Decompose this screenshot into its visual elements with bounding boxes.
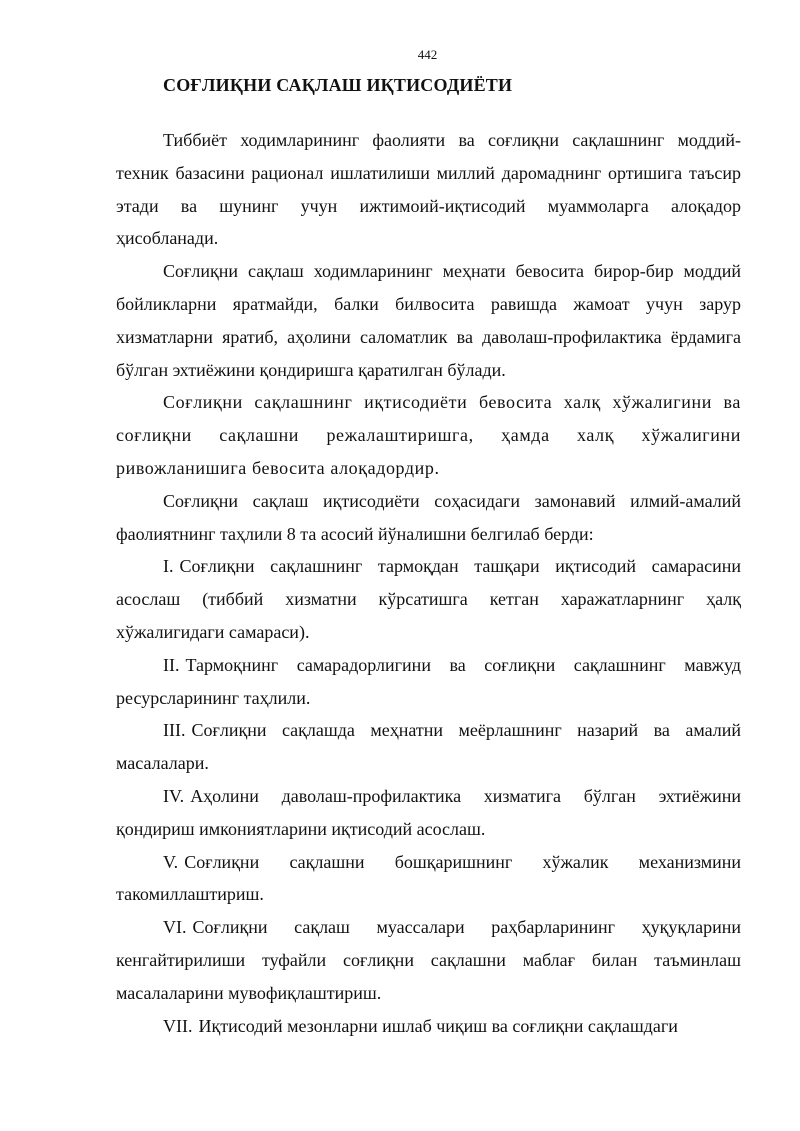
list-item-number: II. [163, 654, 180, 675]
list-item-text: Соғлиқни сақлашда меҳнатни меёрлашнинг назарий ва амалий масалалари. [116, 720, 741, 774]
paragraph: Тиббиёт ходимларининг фаолияти ва соғлиқни сақлашнинг моддий-техник базасини рационал ишлатилиши миллий даромаднинг ортишига таъсир этади ва шунинг учун ижтимоий-иқтисодий муаммоларга алоқадор ҳисобланади. [116, 130, 741, 249]
list-item-number: I. [163, 556, 174, 577]
paragraph: Соғлиқни сақлаш ходимларининг меҳнати бевосита бирор-бир моддий бойликларни яратмайди, балки билвосита равишда жамоат учун зарур хизматларни яратиб, аҳолини саломатлик ва даволаш-профилактика ёрдамига бўлган эхтиёжини қондиришга қаратилган бўлади. [116, 261, 741, 380]
list-item-text: Тармоқнинг самарадорлигини ва соғлиқни сақлашнинг мавжуд ресурсларининг таҳлили. [116, 654, 741, 708]
list-item [116, 649, 741, 715]
page-title: СОҒЛИҚНИ САҚЛАШ ИҚТИСОДИЁТИ [163, 75, 513, 95]
list-item-text: Иқтисодий мезонларни ишлаб чиқиш ва соғлиқни сақлашдаги [198, 1015, 678, 1036]
list-item [116, 846, 741, 912]
list-item-number: VI. [163, 917, 187, 938]
paragraph: Соғлиқни сақлаш иқтисодиёти соҳасидаги замонавий илмий-амалий фаолиятнинг таҳлили 8 та асосий йўналишни белгилаб берди: [116, 490, 741, 544]
list-item [116, 780, 741, 846]
list-item [116, 911, 741, 1009]
paragraph: Соғлиқни сақлашнинг иқтисодиёти бевосита халқ хўжалигини ва соғлиқни сақлашни режалаштиришга, ҳамда халқ хўжалигини ривожланишига бевосита алоқадордир. [116, 392, 741, 478]
document-body [116, 124, 741, 1042]
list-item-number: III. [163, 720, 186, 741]
list-item [116, 714, 741, 780]
list-item-text: Аҳолини даволаш-профилактика хизматига бўлган эхтиёжини қондириш имкониятларини иқтисодий асослаш. [116, 785, 741, 839]
list-item-text: Соғлиқни сақлашнинг тармоқдан ташқари иқтисодий самарасини асослаш (тиббий хизматни кўрсатишга кетган харажатларнинг ҳалқ хўжалигидаги самараси). [116, 556, 741, 642]
list-item-number: IV. [163, 785, 185, 806]
list-item [116, 1010, 741, 1043]
list-item-text: Соғлиқни сақлашни бошқаришнинг хўжалик механизмини такомиллаштириш. [116, 851, 741, 905]
list-item-number: VII. [163, 1015, 193, 1036]
list-item-text: Соғлиқни сақлаш муассалари раҳбарларининг ҳуқуқларини кенгайтирилиши туфайли соғлиқни сақлашни маблағ билан таъминлаш масалаларини мувофиқлаштириш. [116, 917, 741, 1003]
page-number: 442 [417, 47, 438, 62]
list-item-number: V. [163, 851, 179, 872]
list-item [116, 550, 741, 648]
